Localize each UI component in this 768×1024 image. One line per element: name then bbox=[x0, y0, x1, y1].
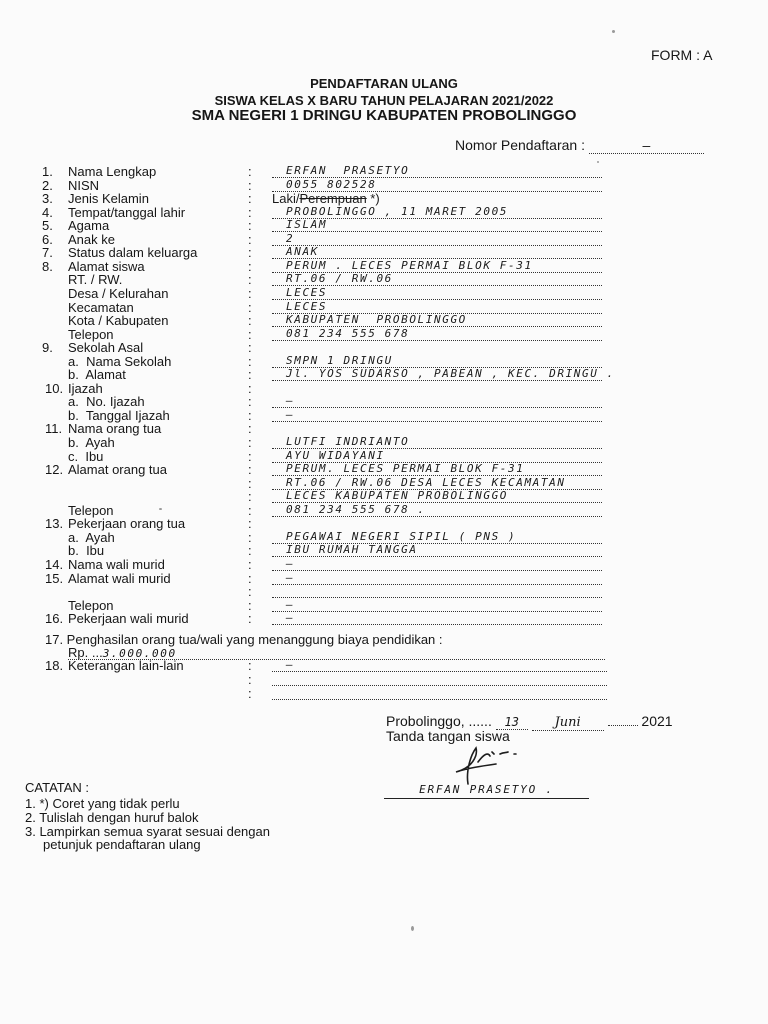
field-value[interactable] bbox=[272, 409, 602, 422]
sign-dots bbox=[608, 725, 638, 726]
field-value[interactable] bbox=[272, 328, 602, 341]
signer-name: ERFAN PRASETYO . bbox=[384, 783, 589, 799]
field-colon: : bbox=[248, 476, 252, 491]
field-colon: : bbox=[248, 354, 252, 369]
field-value[interactable] bbox=[272, 287, 602, 300]
field-colon: : bbox=[248, 272, 252, 287]
field-number: 3. bbox=[42, 191, 53, 206]
field-value[interactable] bbox=[272, 367, 615, 381]
sign-year: 2021 bbox=[641, 713, 673, 729]
value-text: ISLAM bbox=[286, 218, 328, 231]
field-label: Nama Lengkap bbox=[68, 164, 157, 179]
title-line-1: PENDAFTARAN ULANG bbox=[310, 76, 458, 91]
catatan-item: petunjuk pendaftaran ulang bbox=[25, 837, 201, 852]
field-value[interactable] bbox=[272, 558, 602, 571]
value-text: PEGAWAI NEGERI SIPIL ( PNS ) bbox=[286, 530, 517, 543]
value-text: LECES bbox=[286, 300, 328, 313]
field-colon: : bbox=[248, 598, 252, 613]
field-colon: : bbox=[248, 530, 252, 545]
field-label: Telepon bbox=[68, 503, 114, 518]
value-text: LECES KABUPATEN PROBOLINGGO bbox=[286, 489, 509, 502]
catatan-item: 1. *) Coret yang tidak perlu bbox=[25, 796, 180, 811]
field-number: 4. bbox=[42, 205, 53, 220]
field-label: b. Tanggal Ijazah bbox=[68, 408, 170, 423]
value-text: Jl. YOS SUDARSO , PABEAN , KEC. DRINGU . bbox=[286, 367, 615, 380]
penghasilan-label: 17. Penghasilan orang tua/wali yang menanggung biaya pendidikan : bbox=[45, 632, 443, 647]
value-text: RT.06 / RW.06 bbox=[286, 272, 393, 285]
field-label: b. Alamat bbox=[68, 367, 126, 382]
field-colon: : bbox=[248, 259, 252, 274]
field-value[interactable] bbox=[272, 572, 602, 585]
field-label: Sekolah Asal bbox=[68, 340, 144, 355]
field-label: Alamat orang tua bbox=[68, 462, 168, 477]
field-number: 1. bbox=[42, 164, 53, 179]
sign-place-label: Probolinggo, ...... bbox=[386, 713, 492, 729]
field-number: 14. bbox=[45, 557, 64, 572]
value-text: AYU WIDAYANI bbox=[286, 449, 385, 462]
field-number: 11. bbox=[45, 421, 63, 436]
field-value[interactable] bbox=[272, 585, 602, 598]
signature-scribble-icon bbox=[448, 742, 538, 787]
field-colon: : bbox=[248, 449, 252, 464]
field-number: 2. bbox=[42, 178, 53, 193]
value-text: – bbox=[286, 557, 295, 570]
field-colon: : bbox=[248, 611, 252, 626]
field-colon: : bbox=[248, 435, 252, 450]
scan-speck bbox=[411, 926, 414, 931]
field-colon: : bbox=[248, 286, 252, 301]
value-text: – bbox=[286, 394, 295, 407]
field-colon: : bbox=[248, 408, 252, 423]
field-colon: : bbox=[248, 584, 252, 599]
value-note: *) bbox=[366, 191, 380, 206]
sign-label: Tanda tangan siswa bbox=[386, 728, 510, 744]
field-label: Desa / Kelurahan bbox=[68, 286, 169, 301]
field-label: Kota / Kabupaten bbox=[68, 313, 169, 328]
field-number: 13. bbox=[45, 516, 64, 531]
field-number: 18. bbox=[45, 658, 64, 673]
field-value[interactable] bbox=[272, 673, 607, 686]
field-value[interactable] bbox=[272, 273, 602, 286]
value-text: – bbox=[286, 658, 295, 671]
scan-speck bbox=[159, 508, 162, 510]
field-label: NISN bbox=[68, 178, 100, 193]
field-colon: : bbox=[248, 658, 252, 673]
field-colon: : bbox=[248, 516, 252, 531]
value-text: – bbox=[286, 611, 295, 624]
field-number: 7. bbox=[42, 245, 53, 260]
field-label: Jenis Kelamin bbox=[68, 191, 149, 206]
field-label: Nama orang tua bbox=[68, 421, 162, 436]
field-label: Anak ke bbox=[68, 232, 115, 247]
field-value[interactable] bbox=[272, 219, 602, 232]
field-value[interactable] bbox=[272, 233, 602, 246]
field-value[interactable] bbox=[272, 436, 602, 449]
field-value[interactable] bbox=[272, 687, 607, 700]
value-text: ERFAN PRASETYO bbox=[286, 164, 410, 177]
field-colon: : bbox=[248, 672, 252, 687]
nomor-value[interactable]: – bbox=[589, 137, 704, 154]
field-colon: : bbox=[248, 571, 252, 586]
field-label: Tempat/tanggal lahir bbox=[68, 205, 186, 220]
field-number: 12. bbox=[45, 462, 64, 477]
value-text: LUTFI INDRIANTO bbox=[286, 435, 410, 448]
field-label: Pekerjaan orang tua bbox=[68, 516, 186, 531]
value-text: IBU RUMAH TANGGA bbox=[286, 543, 418, 556]
field-label: Alamat wali murid bbox=[68, 571, 171, 586]
nomor-label: Nomor Pendaftaran : bbox=[455, 137, 585, 153]
value-text: – bbox=[286, 408, 295, 421]
field-value[interactable] bbox=[272, 395, 602, 408]
value-option-struck: Perempuan bbox=[299, 191, 367, 206]
value-text: PERUM. LECES PERMAI BLOK F-31 bbox=[286, 462, 525, 475]
value-text bbox=[272, 672, 286, 685]
field-label: RT. / RW. bbox=[68, 272, 123, 287]
value-text: PROBOLINGGO , 11 MARET 2005 bbox=[286, 205, 509, 218]
field-colon: : bbox=[248, 394, 252, 409]
field-label: Telepon bbox=[68, 598, 114, 613]
field-colon: : bbox=[248, 245, 252, 260]
catatan-item: 3. Lampirkan semua syarat sesuai dengan bbox=[25, 824, 270, 839]
field-label: a. Nama Sekolah bbox=[68, 354, 172, 369]
field-colon: : bbox=[248, 327, 252, 342]
field-colon: : bbox=[248, 462, 252, 477]
field-colon: : bbox=[248, 191, 252, 206]
rp-label: Rp. ... bbox=[68, 645, 103, 660]
value-text: LECES bbox=[286, 286, 328, 299]
field-value[interactable] bbox=[272, 599, 602, 612]
value-option: Laki/ bbox=[272, 191, 300, 206]
field-label: Telepon bbox=[68, 327, 114, 342]
field-value[interactable] bbox=[272, 463, 602, 476]
field-number: 5. bbox=[42, 218, 53, 233]
field-colon: : bbox=[248, 543, 252, 558]
sign-month: Juni bbox=[532, 715, 604, 731]
field-number: 10. bbox=[45, 381, 64, 396]
field-colon: : bbox=[248, 421, 252, 436]
field-label: Ijazah bbox=[68, 381, 103, 396]
field-label: a. No. Ijazah bbox=[68, 394, 145, 409]
field-number: 6. bbox=[42, 232, 53, 247]
field-label: Agama bbox=[68, 218, 110, 233]
scan-speck bbox=[612, 30, 615, 33]
field-value[interactable] bbox=[272, 544, 602, 557]
field-colon: : bbox=[248, 178, 252, 193]
value-text: – bbox=[286, 571, 295, 584]
field-label: Kecamatan bbox=[68, 300, 134, 315]
field-colon: : bbox=[248, 381, 252, 396]
value-text: 0055 802528 bbox=[286, 178, 377, 191]
field-colon: : bbox=[248, 205, 252, 220]
field-value[interactable] bbox=[272, 314, 602, 327]
field-colon: : bbox=[248, 367, 252, 382]
field-value[interactable] bbox=[272, 612, 602, 625]
value-text: 081 234 555 678 bbox=[286, 327, 410, 340]
field-label: Status dalam keluarga bbox=[68, 245, 198, 260]
field-number: 8. bbox=[42, 259, 53, 274]
field-value[interactable] bbox=[272, 192, 602, 204]
title-line-3: SMA NEGERI 1 DRINGU KABUPATEN PROBOLINGGO bbox=[191, 107, 577, 124]
value-text: RT.06 / RW.06 DESA LECES KECAMATAN bbox=[286, 476, 566, 489]
field-colon: : bbox=[248, 232, 252, 247]
catatan-item: 2. Tulislah dengan huruf balok bbox=[25, 810, 199, 825]
rp-value: 3.000.000 bbox=[102, 647, 177, 660]
field-colon: : bbox=[248, 686, 252, 701]
field-value[interactable] bbox=[272, 165, 602, 178]
value-text: SMPN 1 DRINGU bbox=[286, 354, 393, 367]
field-value[interactable] bbox=[272, 659, 607, 672]
value-text bbox=[272, 686, 286, 699]
field-colon: : bbox=[248, 218, 252, 233]
field-number: 9. bbox=[42, 340, 53, 355]
field-colon: : bbox=[248, 300, 252, 315]
value-text bbox=[272, 584, 286, 597]
scan-speck bbox=[597, 161, 599, 163]
field-value[interactable] bbox=[272, 504, 602, 517]
field-label: b. Ibu bbox=[68, 543, 105, 558]
field-label: Alamat siswa bbox=[68, 259, 145, 274]
field-colon: : bbox=[248, 557, 252, 572]
sign-day: 13 bbox=[496, 715, 528, 730]
value-text: KABUPATEN PROBOLINGGO bbox=[286, 313, 467, 326]
title-line-2: SISWA KELAS X BARU TAHUN PELAJARAN 2021/2022 bbox=[214, 93, 554, 108]
field-colon: : bbox=[248, 340, 252, 355]
field-label: c. Ibu bbox=[68, 449, 104, 464]
field-colon: : bbox=[248, 503, 252, 518]
form-code: FORM : A bbox=[651, 47, 713, 63]
value-text: 081 234 555 678 . bbox=[286, 503, 426, 516]
nomor-pendaftaran bbox=[455, 137, 704, 154]
value-text: PERUM . LECES PERMAI BLOK F-31 bbox=[286, 259, 533, 272]
field-colon: : bbox=[248, 164, 252, 179]
value-text: – bbox=[286, 598, 295, 611]
field-label: Keterangan lain-lain bbox=[68, 658, 184, 673]
value-text: ANAK bbox=[286, 245, 319, 258]
field-label: a. Ayah bbox=[68, 530, 115, 545]
field-value[interactable] bbox=[272, 246, 602, 259]
field-label: Pekerjaan wali murid bbox=[68, 611, 189, 626]
field-label: Nama wali murid bbox=[68, 557, 165, 572]
field-value[interactable] bbox=[272, 490, 602, 503]
field-colon: : bbox=[248, 313, 252, 328]
field-number: 15. bbox=[45, 571, 64, 586]
value-text: 2 bbox=[286, 232, 295, 245]
field-number: 16. bbox=[45, 611, 64, 626]
field-colon: : bbox=[248, 489, 252, 504]
catatan-title: CATATAN : bbox=[25, 780, 90, 795]
field-label: b. Ayah bbox=[68, 435, 115, 450]
